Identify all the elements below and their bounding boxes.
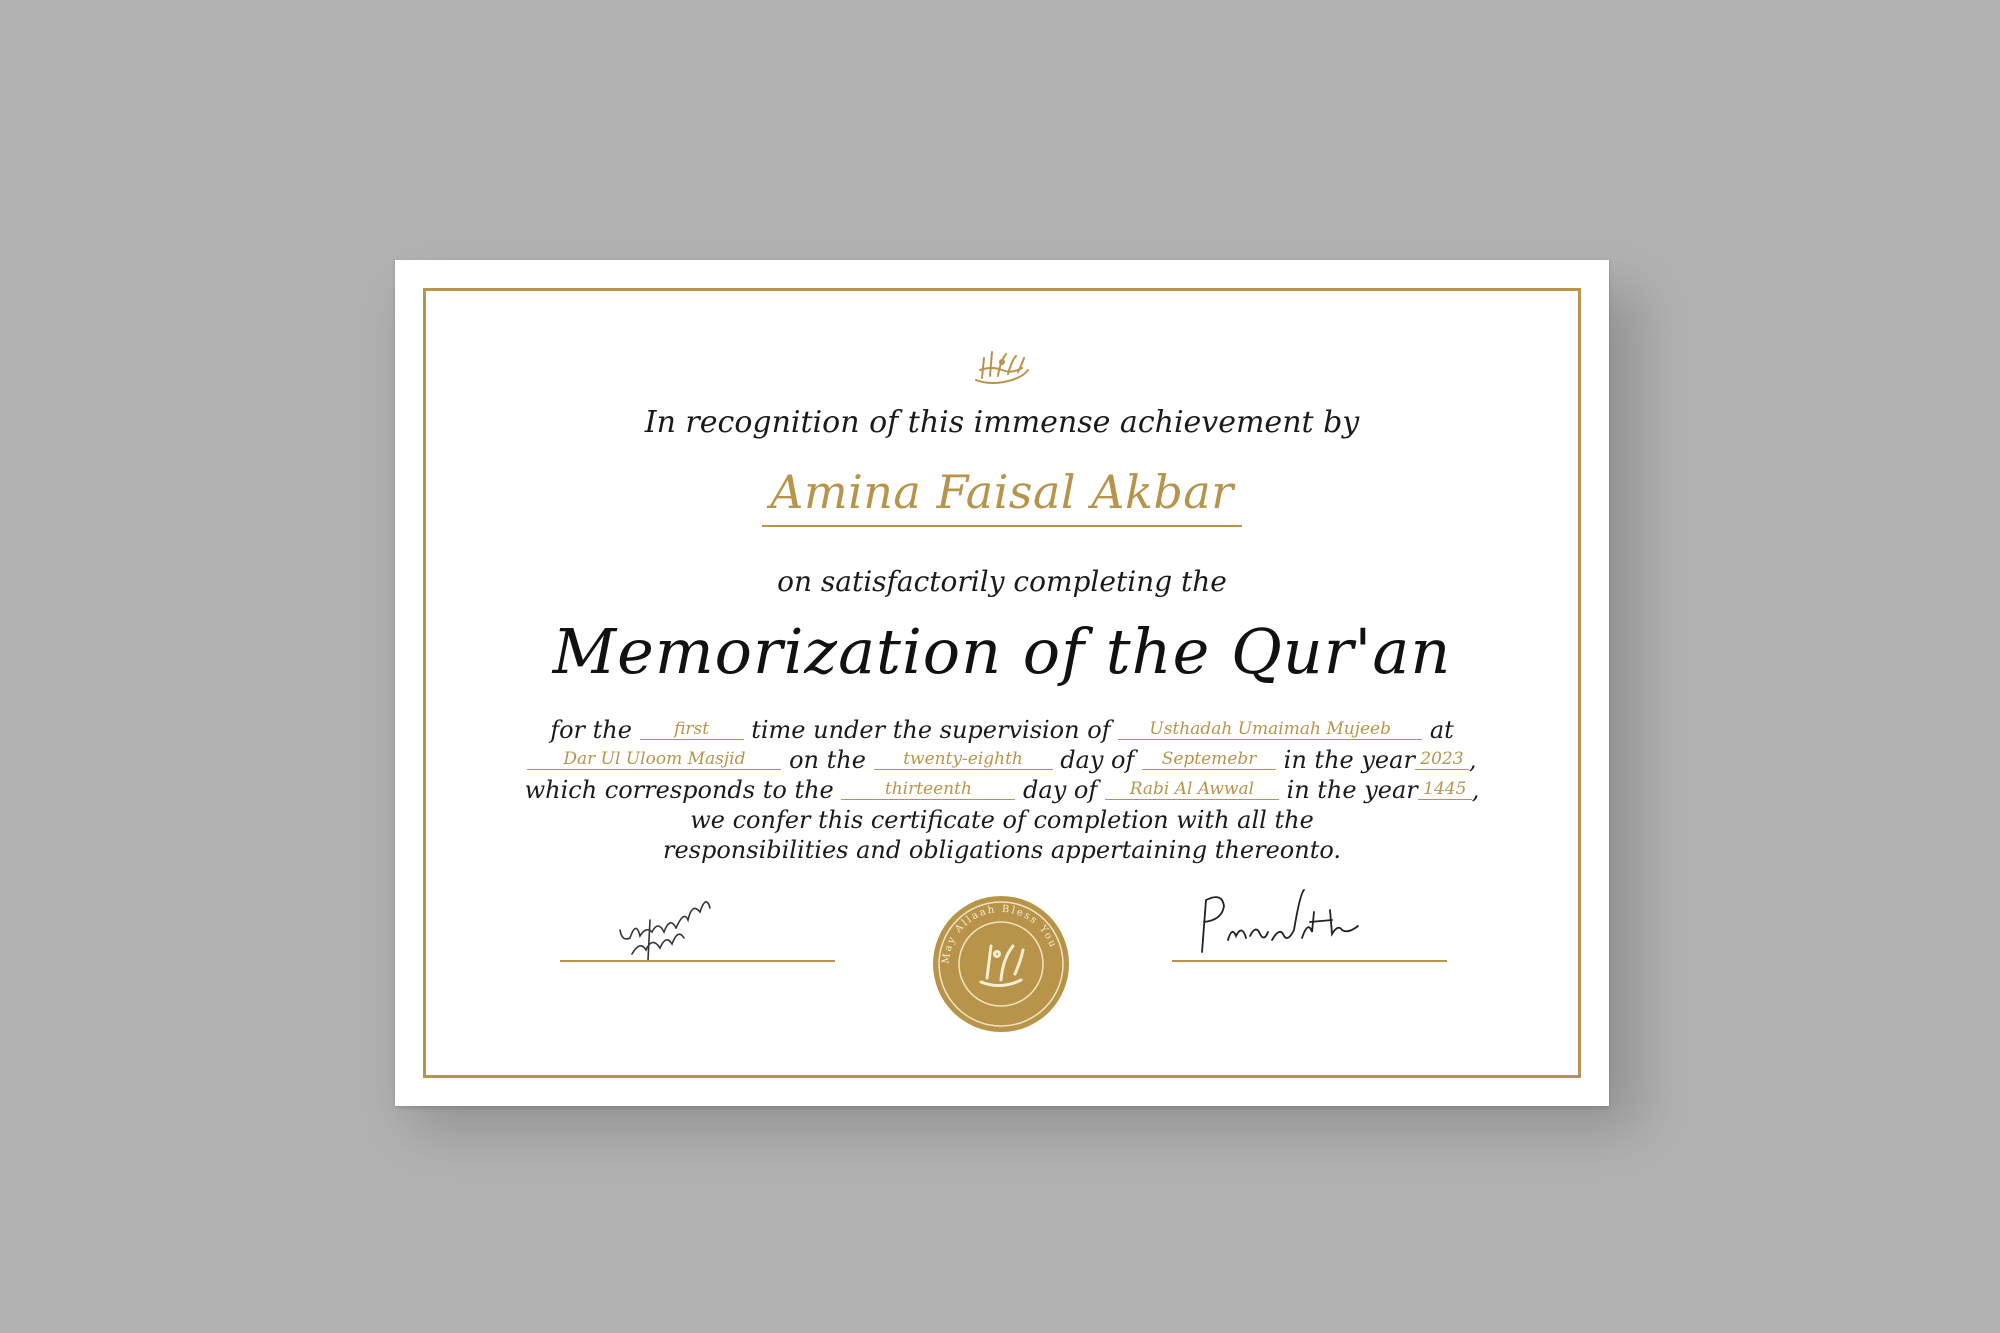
text-comma-2: , (1471, 776, 1480, 804)
left-signature (560, 880, 835, 962)
details-line-5: responsibilities and obligations appertaining thereonto. (663, 836, 1341, 864)
fill-hijri-month: Rabi Al Awwal (1105, 779, 1279, 800)
bismillah-calligraphy (395, 340, 1609, 394)
calligraphy-icon (972, 340, 1032, 390)
intro-text: In recognition of this immense achievement by (644, 405, 1360, 440)
text-for-the: for the (550, 716, 632, 744)
fill-hijri-day: thirteenth (841, 779, 1015, 800)
text-day-of-2: day of (1023, 776, 1098, 804)
details-line-1 (395, 715, 1609, 745)
completing-text: on satisfactorily completing the (777, 565, 1227, 598)
handwritten-signature-left (560, 880, 835, 960)
recipient-name: Amina Faisal Akbar (762, 465, 1241, 527)
text-supervision: time under the supervision of (751, 716, 1111, 744)
text-in-the-year-2: in the year (1286, 776, 1418, 804)
fill-day: twenty-eighth (874, 749, 1053, 770)
gold-seal (931, 894, 1071, 1034)
text-in-the-year: in the year (1283, 746, 1415, 774)
details-line-4: we confer this certificate of completion with all the (690, 806, 1314, 834)
text-day-of: day of (1060, 746, 1135, 774)
text-at: at (1429, 716, 1454, 744)
fill-place: Dar Ul Uloom Masjid (527, 749, 781, 770)
details-line-2 (395, 745, 1609, 775)
seal-text: May Allaah Bless You (940, 903, 1059, 965)
text-comma: , (1468, 746, 1477, 774)
program-title: Memorization of the Qur'an (552, 615, 1452, 688)
text-corresponds: which corresponds to the (524, 776, 834, 804)
recipient-block (395, 465, 1609, 527)
details-line-3 (395, 775, 1609, 805)
text-on-the: on the (789, 746, 866, 774)
right-signature (1172, 880, 1447, 962)
fill-year: 2023 (1415, 749, 1469, 770)
fill-month: Septemebr (1142, 749, 1276, 770)
fill-time: first (640, 719, 744, 740)
certificate-paper (395, 260, 1609, 1106)
fill-supervisor: Usthadah Umaimah Mujeeb (1118, 719, 1422, 740)
handwritten-signature-right (1172, 880, 1447, 960)
fill-hijri-year: 1445 (1418, 779, 1472, 800)
details-block (395, 715, 1609, 865)
